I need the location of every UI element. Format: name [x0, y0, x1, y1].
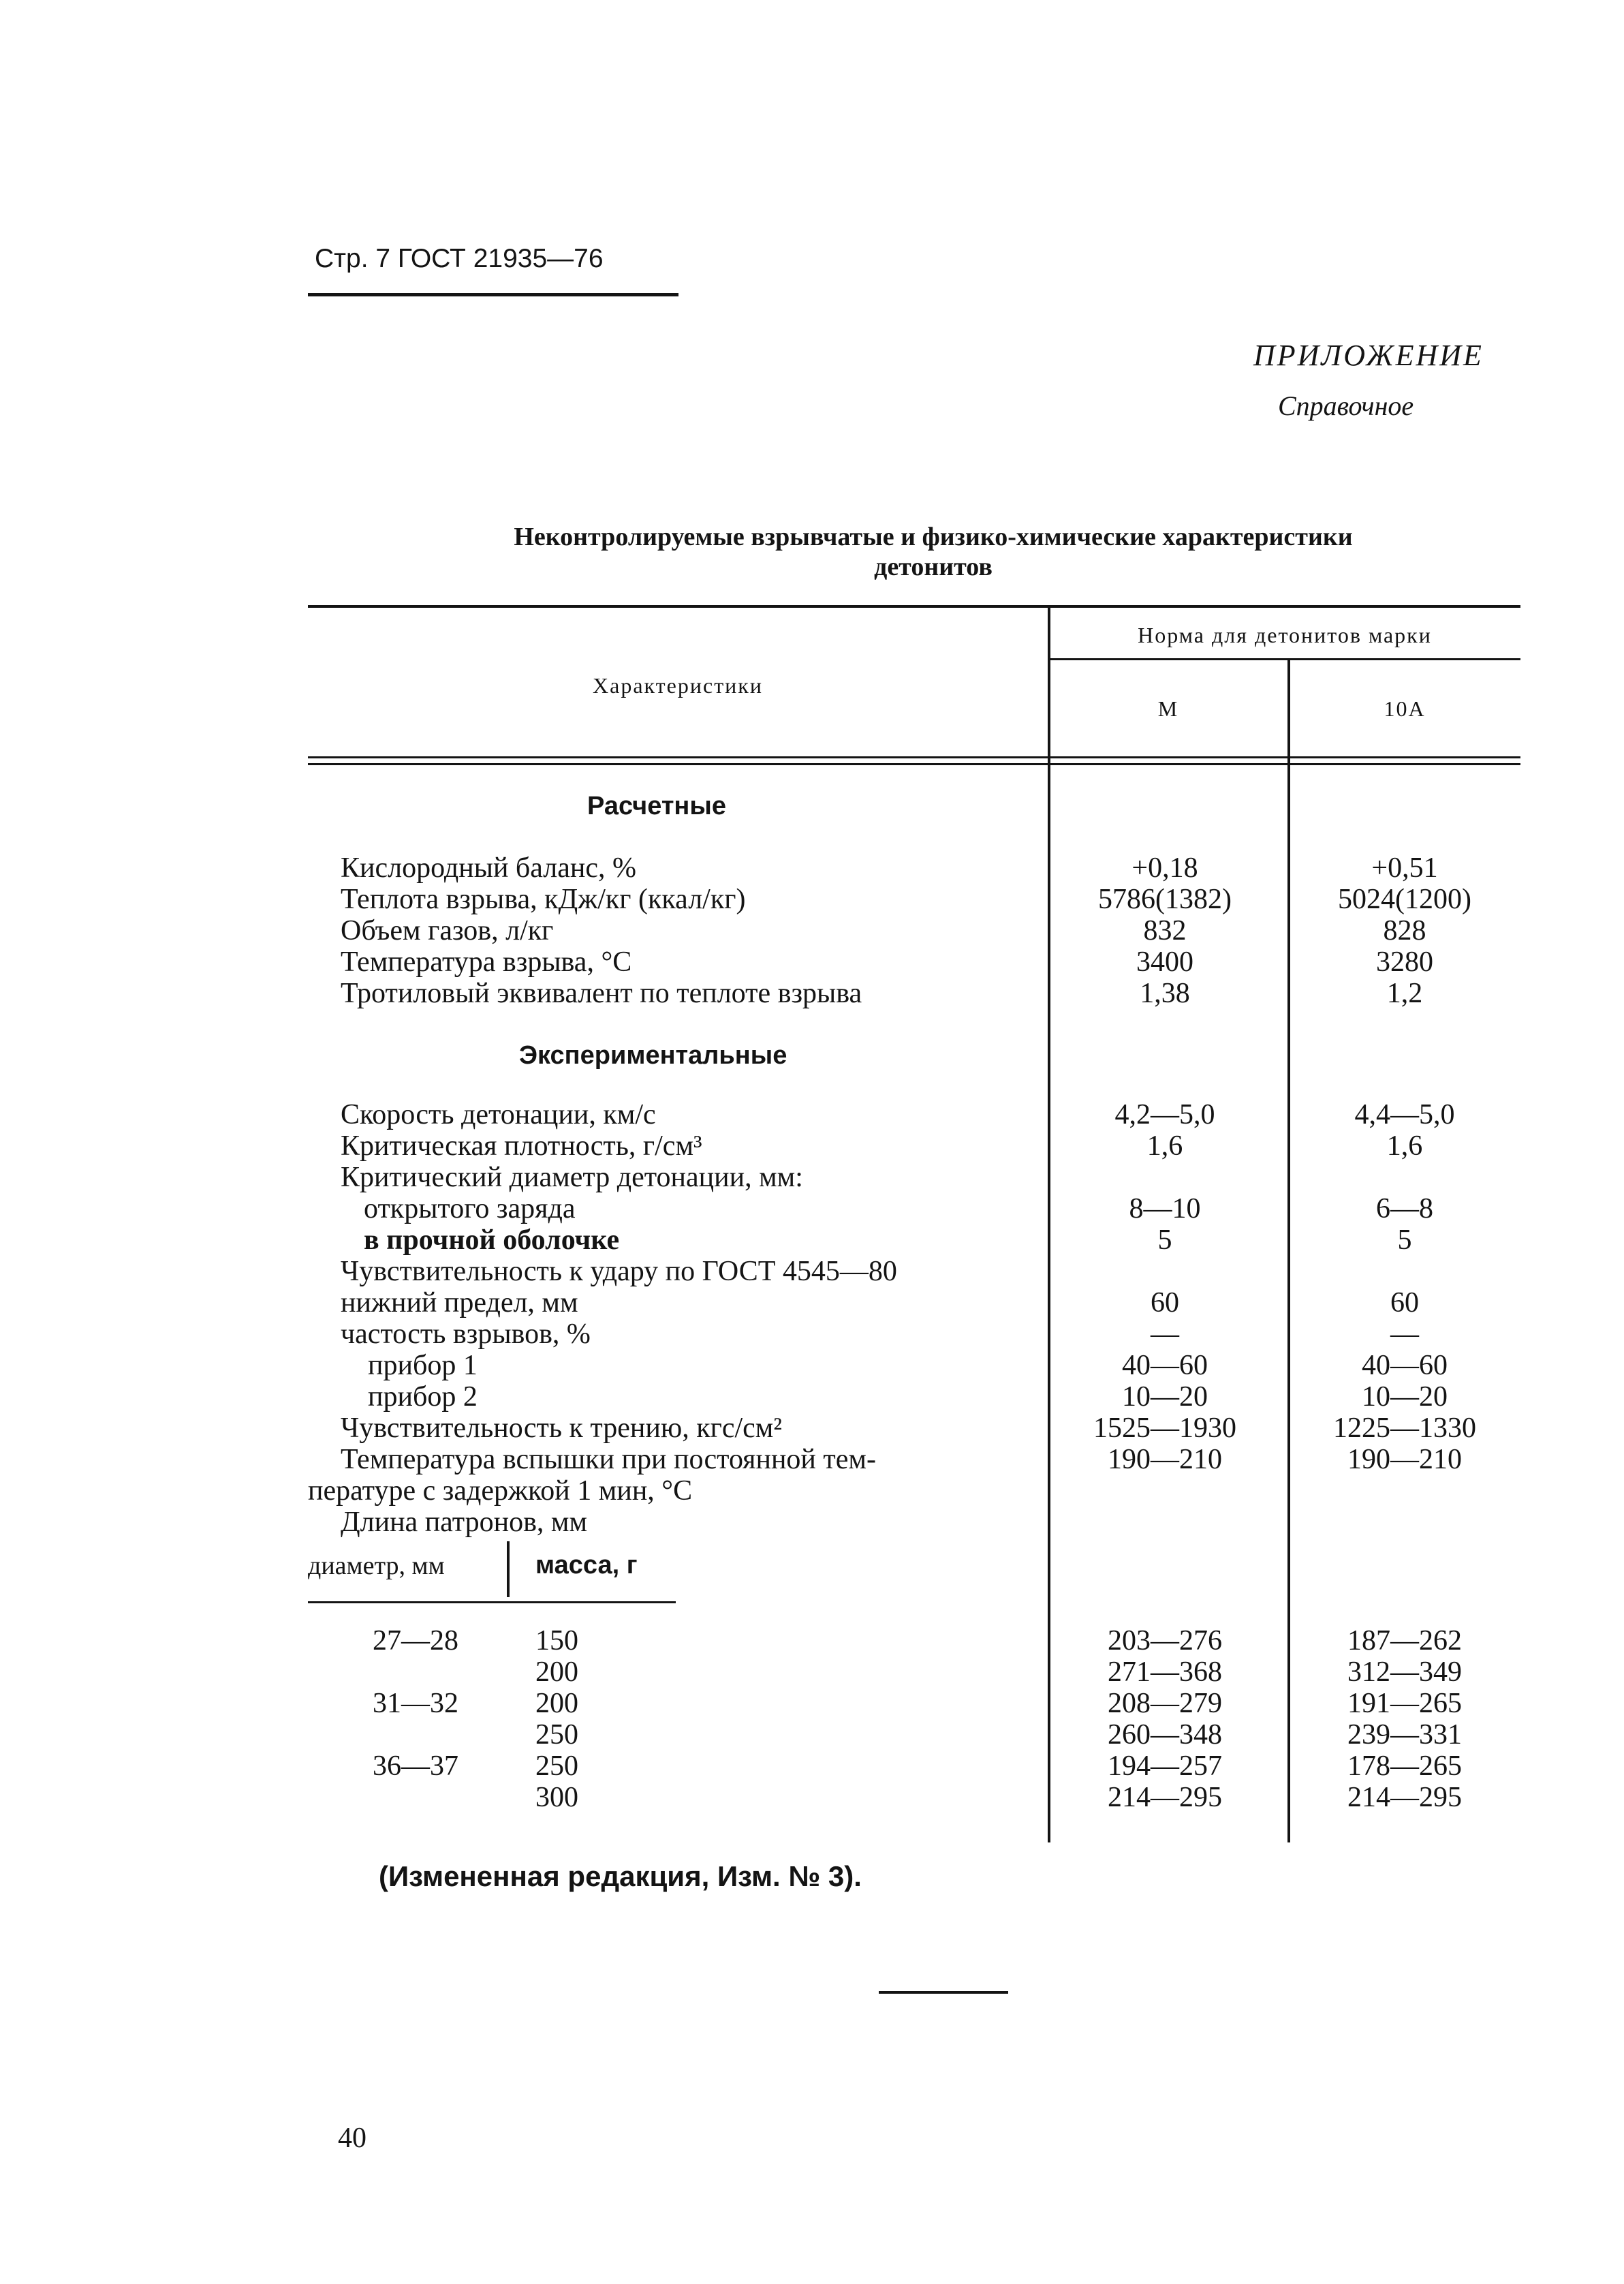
calc-label: Температура взрыва, °С: [341, 946, 632, 978]
calc-value-m: +0,18: [1131, 852, 1198, 884]
footer-rule: [879, 1991, 1008, 1994]
calc-label: Кислородный баланс, %: [341, 852, 637, 884]
cartridge-value-10a: 214—295: [1347, 1782, 1462, 1813]
exp-value-10a: 190—210: [1347, 1444, 1462, 1475]
calc-value-10a: 828: [1383, 915, 1426, 946]
exp-label: в прочной оболочке: [364, 1224, 620, 1256]
cartridge-mass: 150: [535, 1625, 578, 1656]
exp-label: открытого заряда: [364, 1193, 576, 1224]
exp-value-m: 4,2—5,0: [1114, 1099, 1215, 1130]
exp-label: прибор 2: [368, 1381, 478, 1413]
exp-value-10a: 1225—1330: [1333, 1413, 1476, 1444]
calc-value-m: 832: [1143, 915, 1187, 946]
cartridge-head-mass: масса, г: [535, 1551, 638, 1579]
calc-value-m: 5786(1382): [1098, 884, 1232, 915]
exp-label: Чувствительность к удару по ГОСТ 4545—80: [341, 1256, 897, 1287]
exp-value-10a: —: [1390, 1318, 1419, 1350]
header-bottom-rule-1: [308, 756, 1520, 758]
cartridge-head-divider: [507, 1541, 510, 1597]
cartridge-value-m: 203—276: [1108, 1625, 1222, 1656]
cartridge-diameter: 36—37: [373, 1750, 458, 1782]
calc-label: Объем газов, л/кг: [341, 915, 554, 946]
exp-value-10a: 1,6: [1386, 1130, 1423, 1162]
exp-value-m: 10—20: [1122, 1381, 1208, 1413]
cartridge-value-10a: 191—265: [1347, 1688, 1462, 1719]
exp-label: нижний предел, мм: [341, 1287, 578, 1318]
page-header: Стр. 7 ГОСТ 21935—76: [315, 244, 604, 273]
exp-value-m: 190—210: [1108, 1444, 1222, 1475]
exp-label: прибор 1: [368, 1350, 478, 1381]
cartridge-value-m: 271—368: [1108, 1656, 1222, 1688]
head-col-10a: 10А: [1384, 696, 1426, 721]
head-characteristics: Характеристики: [593, 673, 763, 698]
table-caption-line2: детонитов: [874, 553, 993, 581]
revision-note: (Измененная редакция, Изм. № 3).: [379, 1860, 862, 1892]
exp-label: частость взрывов, %: [341, 1318, 591, 1350]
cartridge-value-m: 194—257: [1108, 1750, 1222, 1782]
exp-label: Скорость детонации, км/с: [341, 1099, 656, 1130]
cartridge-diameter: 31—32: [373, 1688, 458, 1719]
section-experimental: Экспериментальные: [519, 1041, 787, 1070]
appendix-subtitle: Справочное: [1278, 390, 1414, 421]
section-calculated: Расчетные: [587, 792, 726, 820]
exp-value-10a: 10—20: [1362, 1381, 1448, 1413]
exp-value-m: 5: [1157, 1224, 1172, 1256]
calc-label: Теплота взрыва, кДж/кг (ккал/кг): [341, 884, 746, 915]
head-norm: Норма для детонитов марки: [1138, 623, 1432, 647]
cartridge-value-10a: 187—262: [1347, 1625, 1462, 1656]
cartridge-mass: 200: [535, 1688, 578, 1719]
exp-value-10a: 40—60: [1362, 1350, 1448, 1381]
norm-divider-rule: [1049, 658, 1520, 660]
cartridge-mass: 300: [535, 1782, 578, 1813]
calc-value-10a: +0,51: [1371, 852, 1438, 884]
cartridge-mass: 250: [535, 1750, 578, 1782]
cartridge-value-m: 260—348: [1108, 1719, 1222, 1750]
exp-value-m: 60: [1151, 1287, 1179, 1318]
header-bottom-rule-2: [308, 763, 1520, 765]
appendix-title: ПРИЛОЖЕНИЕ: [1253, 339, 1484, 372]
table-caption-line1: Неконтролируемые взрывчатые и физико-химические характеристики: [514, 523, 1353, 551]
exp-label: Критический диаметр детонации, мм:: [341, 1162, 803, 1193]
table-top-rule: [308, 605, 1520, 608]
calc-value-m: 3400: [1136, 946, 1193, 978]
cartridge-value-m: 214—295: [1108, 1782, 1222, 1813]
cartridge-mass: 250: [535, 1719, 578, 1750]
exp-value-10a: 4,4—5,0: [1354, 1099, 1455, 1130]
exp-value-10a: 6—8: [1376, 1193, 1433, 1224]
exp-label: Температура вспышки при постоянной тем-: [341, 1444, 876, 1475]
exp-value-10a: 60: [1390, 1287, 1419, 1318]
cartridge-value-m: 208—279: [1108, 1688, 1222, 1719]
exp-value-10a: 5: [1397, 1224, 1412, 1256]
cartridge-mass: 200: [535, 1656, 578, 1688]
exp-value-m: 1525—1930: [1093, 1413, 1236, 1444]
exp-label: Критическая плотность, г/см³: [341, 1130, 702, 1162]
header-rule: [308, 293, 678, 296]
cartridge-value-10a: 239—331: [1347, 1719, 1462, 1750]
cartridge-head-rule: [308, 1601, 676, 1603]
cartridge-value-10a: 178—265: [1347, 1750, 1462, 1782]
head-col-m: М: [1157, 696, 1179, 721]
exp-label: пературе с задержкой 1 мин, °С: [308, 1475, 693, 1507]
cartridge-value-10a: 312—349: [1347, 1656, 1462, 1688]
exp-value-m: 40—60: [1122, 1350, 1208, 1381]
exp-label: Длина патронов, мм: [341, 1507, 588, 1538]
table-caption: [422, 522, 1444, 582]
calc-value-10a: 1,2: [1386, 978, 1423, 1009]
exp-value-m: —: [1151, 1318, 1179, 1350]
page-number: 40: [338, 2123, 366, 2154]
calc-value-m: 1,38: [1140, 978, 1190, 1009]
cartridge-head-diameter: диаметр, мм: [308, 1552, 445, 1580]
calc-value-10a: 5024(1200): [1338, 884, 1471, 915]
cartridge-diameter: 27—28: [373, 1625, 458, 1656]
exp-value-m: 8—10: [1129, 1193, 1201, 1224]
exp-label: Чувствительность к трению, кгс/см²: [341, 1413, 782, 1444]
calc-label: Тротиловый эквивалент по теплоте взрыва: [341, 978, 862, 1009]
exp-value-m: 1,6: [1146, 1130, 1183, 1162]
calc-value-10a: 3280: [1376, 946, 1433, 978]
